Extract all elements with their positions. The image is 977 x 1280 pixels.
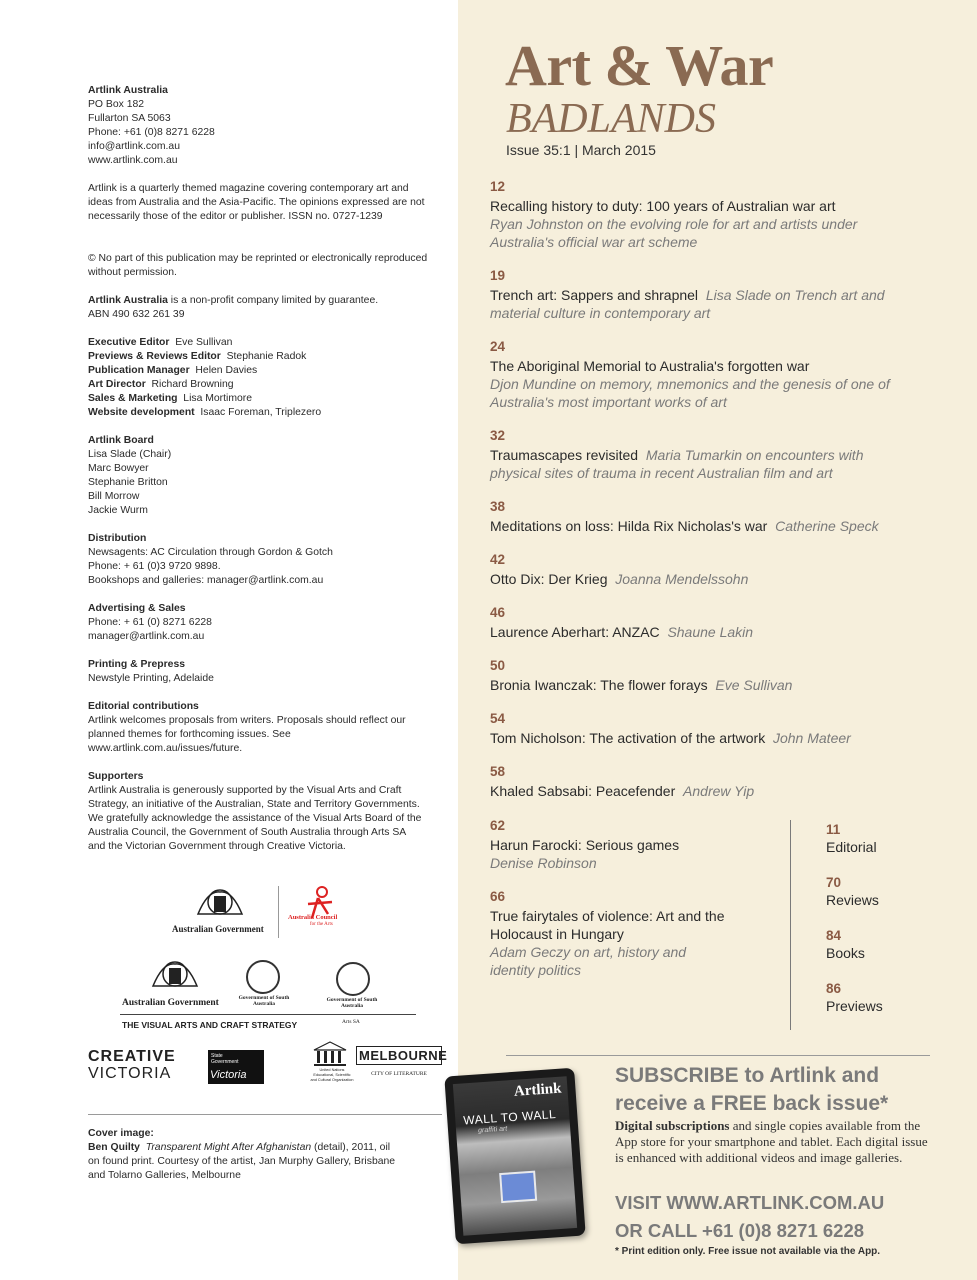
entry-title: Recalling history to duty: 100 years of Australian war art (490, 198, 836, 214)
supporters-text: Artlink Australia is generously supported by the Visual Arts and Craft Strategy, an initiative of the Australian, State and Territory Governments. We gratefully acknowledge the assistance of the Visual Arts Board of the Australia Council, the Government of South Australia through Arts SA and the Victorian Government through Creative Victoria. (88, 785, 422, 852)
logo-label: Government of South Australia (326, 997, 378, 1009)
staff-name: Richard Browning (151, 379, 234, 390)
melbourne-city-of-literature-logo (356, 1046, 448, 1094)
printing-block (88, 658, 433, 686)
staff-list (88, 336, 433, 420)
tablet-screen (453, 1076, 577, 1236)
logo-label: Australian Government (122, 998, 219, 1008)
supporters-heading: Supporters (88, 771, 144, 782)
staff-role: Publication Manager (88, 365, 190, 376)
staff-row (88, 336, 433, 350)
contents-entry[interactable] (490, 711, 910, 747)
page-number: 24 (490, 339, 506, 354)
staff-name: Lisa Mortimore (183, 393, 253, 404)
entry-byline: Adam Geczy on art, history and identity politics (490, 944, 687, 978)
printing-line: Newstyle Printing, Adelaide (88, 673, 214, 684)
logo-label: VICTORIA (88, 1065, 172, 1082)
contents-entry[interactable] (490, 499, 910, 535)
page-number: 11 (826, 822, 841, 837)
board-block (88, 434, 433, 518)
sa-seal-icon (246, 960, 280, 994)
board-member: Lisa Slade (Chair) (88, 449, 172, 460)
distribution-block (88, 532, 433, 588)
address-line: PO Box 182 (88, 99, 145, 110)
entry-title: Bronia Iwanczak: The flower forays (490, 677, 708, 693)
sections-divider (790, 820, 791, 1030)
page-number: 66 (490, 889, 506, 904)
unesco-logo (310, 1040, 354, 1092)
tablet-cover-art (499, 1171, 537, 1203)
sa-seal-icon (336, 962, 370, 996)
distribution-line: Phone: + 61 (0)3 9720 9898. (88, 561, 221, 572)
advertising-line: manager@artlink.com.au (88, 631, 205, 642)
page-number: 38 (490, 499, 506, 514)
issue-subtitle: BADLANDS (506, 96, 716, 142)
entry-byline: Shaune Lakin (667, 624, 754, 640)
staff-row (88, 364, 433, 378)
editorial-heading: Editorial contributions (88, 701, 199, 712)
cover-title: Transparent Might After Afghanistan (145, 1142, 312, 1153)
entry-title: Laurence Aberhart: ANZAC (490, 624, 660, 640)
logo-divider (278, 886, 279, 938)
logo-label: Victoria (210, 1069, 247, 1081)
contents-entry[interactable] (490, 889, 740, 979)
entry-byline: Denise Robinson (490, 855, 597, 871)
staff-row (88, 378, 433, 392)
logo-label: CITY OF LITERATURE (371, 1071, 427, 1077)
entry-title: Trench art: Sappers and shrapnel (490, 287, 699, 303)
board-member: Bill Morrow (88, 491, 140, 502)
cover-details: (detail), 2011, oil on found print. Courtesy of the artist, Jan Murphy Gallery, Brisbane and Tolarno Galleries, Melbourne (88, 1142, 396, 1181)
entry-title: Khaled Sabsabi: Peacefender (490, 783, 676, 799)
gov-sa-logo (232, 960, 294, 1010)
contents-entry[interactable] (490, 339, 910, 411)
entry-byline: Djon Mundine on memory, mnemonics and the genesis of one of Australia's most important works of art (490, 376, 890, 410)
issue-number: Issue 35:1 | March 2015 (506, 142, 656, 158)
cover-credit (88, 1127, 398, 1183)
staff-name: Eve Sullivan (175, 337, 233, 348)
vacs-label: THE VISUAL ARTS AND CRAFT STRATEGY (122, 1020, 298, 1030)
editorial-block (88, 700, 428, 756)
printing-heading: Printing & Prepress (88, 659, 186, 670)
board-member: Jackie Wurm (88, 505, 148, 516)
nonprofit-block (88, 294, 433, 322)
entry-title: Harun Farocki: Serious games (490, 837, 680, 853)
board-member: Marc Bowyer (88, 463, 149, 474)
tablet-image (444, 1068, 585, 1245)
contents-entry[interactable] (490, 658, 910, 694)
staff-role: Previews & Reviews Editor (88, 351, 221, 362)
abn-text: ABN 490 632 261 39 (88, 309, 185, 320)
logo-label: Arts SA (342, 1019, 360, 1025)
page-number: 12 (490, 179, 506, 194)
section-label: Reviews (826, 892, 879, 908)
website-link[interactable]: www.artlink.com.au (88, 155, 178, 166)
entry-byline: Eve Sullivan (715, 677, 793, 693)
email-link[interactable]: info@artlink.com.au (88, 141, 180, 152)
staff-role: Sales & Marketing (88, 393, 178, 404)
coat-of-arms-icon (170, 884, 270, 926)
contents-entry[interactable] (490, 268, 910, 322)
contents-entry[interactable] (490, 764, 910, 800)
page-number: 54 (490, 711, 506, 726)
staff-row (88, 350, 433, 364)
staff-row (88, 392, 433, 406)
page-number: 19 (490, 268, 506, 283)
page-number: 50 (490, 658, 506, 673)
subscribe-contact (615, 1189, 945, 1245)
section-label: Books (826, 945, 865, 961)
about-text: Artlink is a quarterly themed magazine covering contemporary art and ideas from Australia and the Asia-Pacific. The opinions expressed are not necessarily those of the editor or publisher. ISSN no. 0727-1239 (88, 183, 425, 222)
coat-of-arms-icon (120, 956, 230, 998)
entry-byline: John Mateer (772, 730, 851, 746)
entry-title: True fairytales of violence: Art and the Holocaust in Hungary (490, 908, 725, 942)
advertising-block (88, 602, 433, 644)
section-entry[interactable] (826, 981, 946, 1015)
page-number: 86 (826, 981, 842, 996)
advertising-heading: Advertising & Sales (88, 603, 186, 614)
call-line: OR CALL +61 (0)8 8271 6228 (615, 1220, 865, 1241)
phone-line: Phone: +61 (0)8 8271 6228 (88, 127, 215, 138)
logo-label: State Government (211, 1053, 239, 1065)
publisher-block (88, 84, 433, 168)
staff-role: Website development (88, 407, 195, 418)
logo-label: CREATIVE (88, 1048, 176, 1065)
entry-byline: Joanna Mendelssohn (615, 571, 749, 587)
logo-label: United Nations Educational, Scientific and Cultural Organization (310, 1068, 354, 1082)
distribution-line: Bookshops and galleries: manager@artlink.com.au (88, 575, 324, 586)
creative-victoria-logo (88, 1048, 188, 1088)
victoria-state-gov-logo (208, 1050, 264, 1084)
entry-title: Meditations on loss: Hilda Rix Nicholas's war (490, 518, 768, 534)
temple-icon (310, 1040, 350, 1068)
australian-government-vacs-logo (120, 956, 230, 1016)
australian-government-logo (170, 884, 270, 938)
distribution-line: Newsagents: AC Circulation through Gordon & Gotch (88, 547, 333, 558)
staff-row (88, 406, 433, 420)
staff-name: Isaac Foreman, Triplezero (200, 407, 322, 418)
page-number: 70 (826, 875, 842, 890)
logo-label: for the Arts (310, 922, 333, 927)
entry-title: Traumascapes revisited (490, 447, 639, 463)
section-label: Previews (826, 998, 883, 1014)
board-member: Stephanie Britton (88, 477, 168, 488)
tablet-brand: Artlink (513, 1080, 562, 1100)
staff-name: Stephanie Radok (226, 351, 307, 362)
staff-name: Helen Davies (195, 365, 258, 376)
entry-title: Tom Nicholson: The activation of the artwork (490, 730, 766, 746)
page-number: 62 (490, 818, 506, 833)
tablet-subtitle: graffiti art (477, 1125, 508, 1135)
page-number: 58 (490, 764, 506, 779)
cover-heading: Cover image: (88, 1128, 154, 1139)
section-entry[interactable] (826, 822, 946, 856)
visit-link[interactable]: VISIT WWW.ARTLINK.COM.AU (615, 1192, 885, 1213)
contents-entry[interactable] (490, 605, 910, 641)
cover-divider (88, 1114, 442, 1115)
staff-role: Art Director (88, 379, 146, 390)
entry-byline: Andrew Yip (683, 783, 755, 799)
nonprofit-name: Artlink Australia (88, 295, 168, 306)
supporters-block (88, 770, 424, 854)
subscribe-headline: SUBSCRIBE to Artlink and receive a FREE back issue* (615, 1064, 889, 1115)
entry-byline: Maria Tumarkin on encounters with physical sites of trauma in recent Australian film and art (490, 447, 864, 481)
section-entry[interactable] (826, 928, 946, 962)
subscribe-footnote: * Print edition only. Free issue not available via the App. (615, 1246, 881, 1257)
contents-entry[interactable] (490, 179, 910, 251)
page-number: 32 (490, 428, 506, 443)
distribution-heading: Distribution (88, 533, 147, 544)
entry-byline: Ryan Johnston on the evolving role for art and artists under Australia's official war art scheme (490, 216, 858, 250)
section-entry[interactable] (826, 875, 946, 909)
editorial-text: Artlink welcomes proposals from writers. Proposals should reflect our planned themes for forthcoming issues. See www.artlink.com.au/issues/future. (88, 715, 406, 754)
entry-title: Otto Dix: Der Krieg (490, 571, 608, 587)
board-heading: Artlink Board (88, 435, 154, 446)
entry-byline: Catherine Speck (775, 518, 879, 534)
entry-title: The Aboriginal Memorial to Australia's forgotten war (490, 358, 810, 374)
section-label: Editorial (826, 839, 877, 855)
cover-artist: Ben Quilty (88, 1142, 140, 1153)
subscribe-body-bold: Digital subscriptions (615, 1118, 730, 1133)
entry-byline: Lisa Slade on Trench art and material culture in contemporary art (490, 287, 885, 321)
publisher-name: Artlink Australia (88, 85, 168, 96)
issue-title: Art & War (505, 33, 774, 98)
contents-entry[interactable] (490, 552, 910, 588)
logo-label: Australian Government (172, 924, 264, 934)
subscribe-divider (506, 1055, 930, 1056)
page-number: 46 (490, 605, 506, 620)
logo-rule (120, 1014, 416, 1015)
page-number: 84 (826, 928, 842, 943)
contents-entry[interactable] (490, 428, 910, 482)
tablet-title: WALL TO WALL (462, 1107, 557, 1128)
subscribe-body-text: and single copies available from the App store for your smartphone and tablet. Each digital issue is enhanced with additional videos and image galleries. (615, 1118, 928, 1165)
address-line: Fullarton SA 5063 (88, 113, 171, 124)
staff-role: Executive Editor (88, 337, 170, 348)
australia-council-logo (288, 884, 368, 938)
logo-label: MELBOURNE (356, 1046, 442, 1065)
nonprofit-text: is a non-profit company limited by guarantee. (167, 295, 379, 306)
advertising-line: Phone: + 61 (0) 8271 6228 (88, 617, 212, 628)
subscribe-body (615, 1118, 935, 1166)
logo-label: Australia Council (288, 914, 338, 921)
logo-label: Government of South Australia (238, 995, 290, 1007)
copyright-text: © No part of this publication may be reprinted or electronically reproduced without permission. (88, 253, 428, 278)
page-number: 42 (490, 552, 506, 567)
contents-entry[interactable] (490, 818, 740, 872)
